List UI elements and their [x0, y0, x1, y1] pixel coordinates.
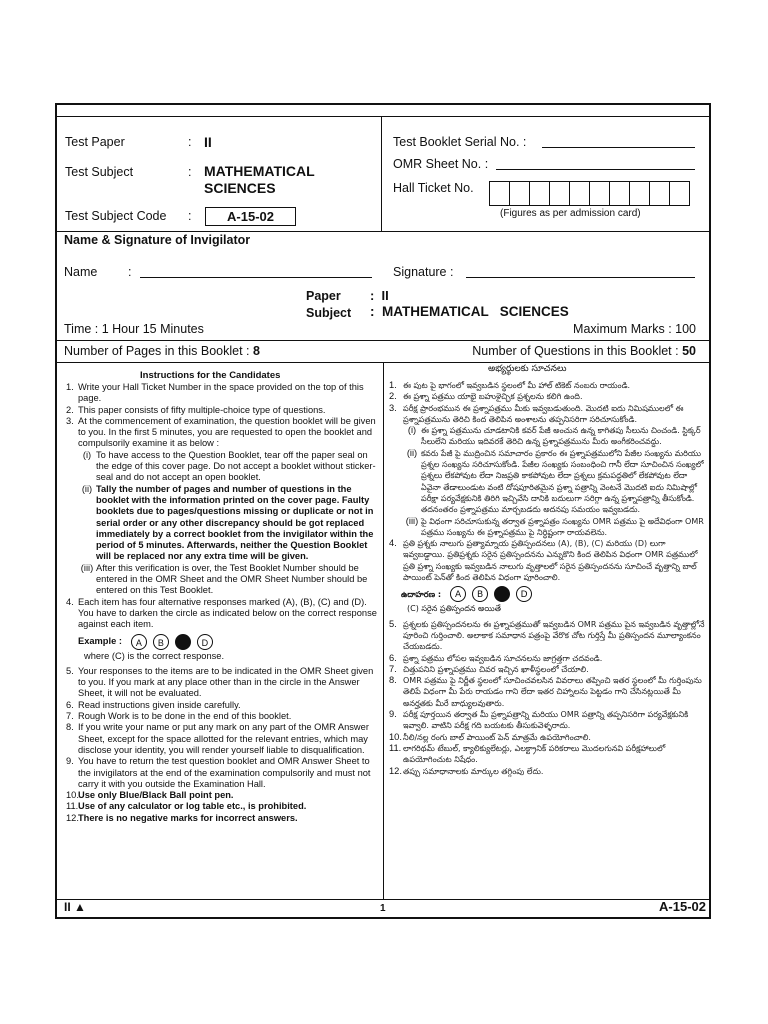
- instruction-te-item-text: OMR పత్రము పై నిర్ణీత స్థలంలో సూచించవలసిన వివరాలు తప్పించి ఇతర స్థలంలో మీ గుర్తింపును తెలిపే విధంగా మీ పేరు రాయడం గాని లేదా ఇతర చిహ్నాలను పెట్టడం గాని చేసినట్లయితే మీ అనర్హతకు మీరే బాధ్యులవుతారు.: [403, 676, 702, 708]
- instruction-te-item-text: ఈ పుట పై భాగంలో ఇవ్వబడిన స్థలంలో మీ హాల్ టికెట్ నంబరు రాయండి.: [403, 381, 631, 390]
- hall-ticket-box-8[interactable]: [629, 181, 650, 206]
- instruction-te-item-number: [389, 516, 403, 539]
- instruction-te-item-number: 2.: [389, 391, 397, 402]
- instruction-te-example-option-circle: B: [472, 586, 488, 602]
- pages-label: Number of Pages in this Booklet : 8: [64, 344, 260, 358]
- test-subject-code-colon: :: [188, 209, 192, 223]
- instruction-en-item: [66, 813, 380, 824]
- instruction-te-item-number: 1.: [389, 380, 397, 390]
- instruction-en-example: [66, 631, 380, 651]
- instruction-en-item-number: 4.: [66, 596, 74, 607]
- instruction-en-item-text: Write your Hall Ticket Number in the space provided on the top of this page.: [78, 382, 364, 404]
- instruction-te-example-label: ఉదాహరణ :: [401, 589, 442, 599]
- info-rule-top: [57, 340, 709, 341]
- instruction-en-item-number: 6.: [66, 699, 74, 710]
- instruction-te-item-text: ప్రశ్నలకు ప్రతిస్పందనలను ఈ ప్రశ్నాపత్రముతో ఇవ్వబడిన OMR పత్రము పైన ఇవ్వబడిన వృత్తాల్లోనే పూరించి గుర్తించాలి. అలాకాక సమాధాన పత్రంపై వేరొక చోట గుర్తిస్తే మీ ప్రతిస్పందన మూల్యాంకనం చేయబడదు.: [403, 619, 705, 652]
- instruction-en-item-text: Tally the number of pages and number of questions in the booklet with the information printed on the cover page. Faulty booklets due to pages/questions missing or duplicate or not in serial order or any other discrepancy should be got replaced immediately by a correct booklet from the invigilator within the period of 5 minutes. Afterwards, neither the Question Booklet will be replaced nor any extra time will be given.: [96, 483, 374, 562]
- instruction-en-item: [66, 756, 380, 790]
- instruction-en-item: [66, 790, 380, 801]
- instruction-te-item-text: ప్రతి ప్రశ్నకు నాలుగు ప్రత్యామ్నాయ ప్రతిస్పందనలు (A), (B), (C) మరియు (D) లుగా ఇవ్వబడ్డాయి. ప్రతిప్రశ్నకు సరైన ప్రతిస్పందనను ఎన్నుకొని కింద తెలిపిన విధంగా OMR పత్రములో ప్రతి ప్రశ్నా సంఖ్యకు ఇవ్వబడిన నాలుగు వృత్తాలలో సరైన ప్రతిస్పందనను సూచించే వృత్తాన్ని బాల్ పాయింట్ పెన్‌తో కింద తెలిపిన విధంగా పూరించాలి.: [403, 539, 698, 583]
- instruction-te-example-option-circle: D: [516, 586, 532, 602]
- instruction-te-item: [389, 516, 705, 539]
- omr-sheet-label: OMR Sheet No. :: [393, 157, 489, 171]
- instruction-te-item-number: 5.: [389, 618, 397, 629]
- instruction-te-item: [389, 391, 705, 402]
- top-band: [55, 103, 711, 117]
- test-subject-line2: SCIENCES: [204, 180, 276, 196]
- paper-label: Paper: [306, 289, 341, 303]
- instruction-te-item: [389, 743, 705, 766]
- footer-paper-mark: II ▲: [64, 900, 86, 914]
- test-subject-colon: :: [188, 165, 192, 179]
- footer-code: A-15-02: [659, 899, 706, 914]
- instruction-en-item-text: Each item has four alternative responses marked (A), (B), (C) and (D). You have to darken the circle as indicated below on the correct response against each item.: [78, 596, 377, 630]
- instruction-en-item: [66, 722, 380, 756]
- instruction-en-item: [66, 382, 380, 405]
- questions-value: 50: [682, 344, 696, 358]
- instruction-te-item-text: ఈ ప్రశ్నా పత్రము యాభై బహుళైచ్ఛిక ప్రశ్నలను కలిగి ఉంది.: [403, 392, 583, 402]
- instructions-te-list: [389, 380, 705, 777]
- instruction-te-item-number: 11.: [389, 742, 402, 753]
- footer-page-number: 1: [380, 903, 386, 914]
- instruction-te-item: [389, 653, 705, 664]
- instruction-en-item-number: 1.: [66, 382, 74, 392]
- instruction-te-item-text: ఈ ప్రశ్నా పత్రమును చూడటానికి కవర్ పేజీ అంచున ఉన్న కాగితపు సీలును చించండి. స్టిక్కర్ సీలులేని మరియు ఇదివరకే తెరిచి ఉన్న ప్రశ్నాపత్రమును మీరు అంగీకరించవద్దు.: [421, 426, 701, 447]
- instruction-te-item-text: పరీక్ష ప్రారంభమున ఈ ప్రశ్నాపత్రము మీకు ఇవ్వబడుతుంది. మొదటి ఐదు నిమిషములలో ఈ ప్రశ్నాపత్రమును తెరిచి కింద తెలిపిన అంశాలను తప్పనిసరిగా సరిచూసుకోండి.: [403, 403, 684, 424]
- header-divider: [381, 117, 382, 231]
- instructions-en-title: Instructions for the Candidates: [140, 370, 281, 381]
- instruction-te-item: [389, 403, 705, 426]
- instruction-en-item-text: After this verification is over, the Test Booklet Number should be entered in the OMR Sheet and the OMR Sheet Number should be entered on this Test Booklet.: [96, 562, 368, 596]
- header-bottom-rule: [57, 231, 709, 232]
- instruction-te-item-number: [389, 425, 403, 448]
- instruction-te-item: [389, 664, 705, 675]
- instruction-en-item-text: Use of any calculator or log table etc., is prohibited.: [78, 801, 307, 812]
- instruction-en-item-number: 10.: [66, 790, 79, 801]
- instruction-en-subitem-number: (i): [82, 449, 92, 460]
- test-subject-line1: MATHEMATICAL: [204, 163, 315, 179]
- instruction-te-item-number: 7.: [389, 663, 397, 674]
- instruction-en-item-number: 8.: [66, 722, 74, 733]
- instruction-en-item: [66, 405, 380, 416]
- questions-label: Number of Questions in this Booklet : 50: [472, 344, 696, 358]
- test-subject-label: Test Subject: [65, 165, 134, 179]
- instruction-en-subitem-number: (iii): [80, 562, 94, 573]
- instruction-te-item-text: చిత్తుపనిని ప్రశ్నాపత్రము చివర ఇచ్చిన ఖాళీస్థలంలో చేయాలి.: [403, 664, 589, 674]
- test-paper-label: Test Paper: [65, 135, 125, 149]
- instruction-en-item-number: [66, 484, 78, 563]
- hall-ticket-label: Hall Ticket No.: [393, 181, 474, 195]
- instruction-te-item-text: పై విధంగా సరిచూసుకున్న తర్వాత ప్రశ్నాపత్రం సంఖ్యను OMR పత్రము పై అదేవిధంగా OMR పత్రము సంఖ్యను ఈ ప్రశ్నాపత్రము పై నిర్ధిష్టంగా రాయవలెను.: [421, 516, 704, 537]
- instruction-te-item: [389, 732, 705, 743]
- instruction-en-item-text: Use only Blue/Black Ball point pen.: [78, 790, 234, 801]
- booklet-serial-field[interactable]: [542, 147, 695, 148]
- instruction-en-item: [66, 450, 380, 484]
- test-paper-value: II: [204, 134, 212, 150]
- hall-ticket-box-2[interactable]: [509, 181, 530, 206]
- instruction-te-item-text: ప్రశ్నా పత్రము లోపల ఇవ్వబడిన సూచనలను జాగ్రత్తగా చదవండి.: [403, 653, 603, 663]
- instruction-en-item: [66, 711, 380, 722]
- time-duration: Time : 1 Hour 15 Minutes: [64, 322, 204, 336]
- subject-label: Subject: [306, 306, 352, 320]
- instruction-te-item-text: నీలి/నల్ల రంగు బాల్ పాయింట్ పెన్ మాత్రమే ఉపయోగించాలి.: [403, 732, 591, 742]
- instruction-en-item: [66, 700, 380, 711]
- instructions-divider: [383, 362, 384, 899]
- hall-ticket-box-4[interactable]: [549, 181, 570, 206]
- instruction-te-item: [389, 766, 705, 777]
- instruction-en-example-option-circle: [175, 634, 191, 650]
- instruction-en-item-text: Your responses to the items are to be indicated in the OMR Sheet given to you. If you mark at any place other than in the circle in the Answer Sheet, it will not be evaluated.: [78, 665, 374, 699]
- hall-ticket-box-3[interactable]: [529, 181, 550, 206]
- instruction-en-example-option-circle: B: [153, 634, 169, 650]
- invigilator-name-colon: :: [128, 265, 132, 279]
- invigilator-signature-label: Signature :: [393, 265, 454, 279]
- instruction-en-item-text: If you write your name or put any mark on any part of the OMR Answer Sheet, except for the space allotted for the relevant entries, which may disclose your identity, you will render yourself liable to disqualification.: [78, 722, 369, 755]
- instruction-te-subitem-number: (i): [407, 425, 417, 436]
- invigilator-signature-field[interactable]: [466, 277, 695, 278]
- instruction-en-example-option-circle: D: [197, 634, 213, 650]
- instruction-en-item-number: 3.: [66, 415, 74, 426]
- omr-sheet-field[interactable]: [496, 169, 695, 170]
- instruction-te-item-number: 8.: [389, 675, 397, 686]
- instruction-te-item-number: 10.: [389, 731, 402, 742]
- instruction-en-item-text: This paper consists of fifty multiple-choice type of questions.: [78, 404, 326, 415]
- instruction-en-example-option-circle: A: [131, 634, 147, 650]
- instruction-te-item-number: 3.: [389, 402, 397, 413]
- instruction-en-item: [66, 484, 380, 563]
- instruction-te-item-text: లాగరిథమ్ టేబుల్, క్యాలిక్యులేటర్లు, ఎలక్ట్రానిక్ పరికరాలు మొదలగునవి పరీక్షహాలులో ఉపయోగించుట నిషేధం.: [403, 743, 666, 765]
- instruction-te-item: [389, 675, 705, 709]
- instruction-en-item-text: At the commencement of examination, the question booklet will be given to you. In the first 5 minutes, you are requested to open the booklet and compulsorily examine it as below :: [78, 415, 376, 449]
- pages-value: 8: [253, 344, 260, 358]
- instruction-en-item: [66, 563, 380, 597]
- instruction-te-item: [389, 448, 705, 516]
- instruction-en-item-number: [66, 450, 78, 484]
- instruction-en-item-number: 11.: [66, 801, 79, 812]
- instruction-te-item: [389, 619, 705, 653]
- hall-ticket-box-5[interactable]: [569, 181, 590, 206]
- instruction-te-item-text: తప్పు సమాధానాలకు మార్కుల తగ్గింపు లేదు.: [403, 766, 544, 776]
- instruction-te-item: [389, 538, 705, 583]
- instruction-en-item-text: You have to return the test question booklet and OMR Answer Sheet to the invigilators at the end of the examination compulsorily and must not carry it with you outside the Examination Hall.: [78, 756, 371, 789]
- instruction-en-example-note: where (C) is the correct response.: [84, 650, 225, 661]
- instruction-te-item-number: 6.: [389, 652, 397, 663]
- instruction-en-item-number: 7.: [66, 711, 74, 722]
- instruction-en-item-number: 12.: [66, 812, 79, 823]
- instruction-en-item-number: 2.: [66, 404, 74, 415]
- instruction-te-item-text: పరీక్ష పూర్తయిన తర్వాత మీ ప్రశ్నాపత్రాన్ని మరియు OMR పత్రాన్ని తప్పనిసరిగా పర్యవేక్షకునికి ఇవ్వాలి. వాటిని పరీక్ష గది బయటకు తీసుకువెళ్ళరాదు.: [403, 710, 689, 731]
- instruction-te-item-text: కవరు పేజీ పై ముద్రించిన సమాచారం ప్రకారం ఈ ప్రశ్నాపత్రములోని పేజీల సంఖ్యను మరియు ప్రశ్నల సంఖ్యను సరిచూసుకోండి. పేజీల సంఖ్యకు సంబంధించి గానీ లేదా సూచించిన సంఖ్యలో ప్రశ్నలు లేకపోవుట లేదా నిజప్రతి కాకపోవుట లేదా ప్రశ్నలు క్రమపద్ధతిలో లేకపోవుట లేదా ఏవైనా తేడాలుండుట వంటి దోషపూరితమైన ప్రశ్నా పత్రాన్ని వెంటనే మొదటి ఐదు నిమిషాల్లో పరీక్షా పర్యవేక్షకునికి తిరిగి ఇచ్చివేసి దానికి బదులుగా సరిగ్గా ఉన్న ప్రశ్నాపత్రాన్ని తీసుకోండి. తదనంతరం ప్రశ్నాపత్రము మార్చబడదు అదనపు సమయం ఇవ్వబడదు.: [421, 448, 704, 515]
- instruction-en-item: [66, 666, 380, 700]
- instructions-en-list: [66, 382, 380, 824]
- hall-ticket-box-1[interactable]: [489, 181, 510, 206]
- test-paper-colon: :: [188, 135, 192, 149]
- instructions-te-title: అభ్యర్థులకు సూచనలు: [488, 364, 567, 374]
- invigilator-name-label: Name: [64, 265, 98, 279]
- instruction-en-item: [66, 801, 380, 812]
- instruction-en-item-text: There is no negative marks for incorrect answers.: [78, 812, 298, 823]
- instruction-te-example: [389, 583, 705, 603]
- test-subject-code-box: A-15-02: [205, 207, 296, 226]
- instruction-te-example-note: (C) సరైన ప్రతిస్పందన అయితే: [407, 604, 501, 614]
- paper-value: : II: [370, 288, 389, 303]
- instruction-te-example-option-circle: [494, 586, 510, 602]
- instruction-te-item: [389, 380, 705, 391]
- instruction-en-item-number: [66, 563, 78, 597]
- maximum-marks: Maximum Marks : 100: [573, 322, 696, 336]
- instruction-te-item-number: 12.: [389, 765, 402, 776]
- instruction-te-item-number: 4.: [389, 538, 397, 549]
- instruction-te-item: [389, 709, 705, 732]
- booklet-serial-label: Test Booklet Serial No. :: [393, 135, 527, 149]
- instruction-te-example-option-circle: A: [450, 586, 466, 602]
- instruction-en-example-label: Example :: [78, 635, 122, 646]
- instruction-te-item-number: 9.: [389, 709, 397, 720]
- instruction-en-subitem-number: (ii): [81, 483, 93, 494]
- instruction-en-item: [66, 416, 380, 450]
- invigilator-name-field[interactable]: [140, 277, 372, 278]
- test-subject-code-label: Test Subject Code: [65, 209, 167, 223]
- instruction-en-item-text: To have access to the Question Booklet, tear off the paper seal on the edge of this cover page. Do not accept a booklet without sticker-seal and do not accept an open booklet.: [96, 449, 376, 483]
- instruction-en-item-text: Rough Work is to be done in the end of this booklet.: [78, 711, 292, 722]
- instruction-te-item-number: [389, 448, 403, 516]
- instruction-en-item: [66, 597, 380, 631]
- instruction-en-item-text: Read instructions given inside carefully.: [78, 699, 241, 710]
- hall-ticket-box-7[interactable]: [609, 181, 630, 206]
- instruction-en-item-number: 5.: [66, 665, 74, 676]
- instruction-te-subitem-number: (ii): [406, 447, 418, 458]
- triangle-icon: ▲: [74, 900, 86, 914]
- instruction-te-subitem-number: (iii): [405, 515, 419, 526]
- instruction-en-item-number: 9.: [66, 756, 74, 767]
- hall-ticket-box-10[interactable]: [669, 181, 690, 206]
- hall-ticket-box-6[interactable]: [589, 181, 610, 206]
- invigilator-heading: Name & Signature of Invigilator: [64, 233, 251, 247]
- figures-note: (Figures as per admission card): [500, 208, 641, 219]
- hall-ticket-box-9[interactable]: [649, 181, 670, 206]
- subject-value: : MATHEMATICAL SCIENCES: [370, 304, 569, 319]
- instruction-te-item: [389, 425, 705, 448]
